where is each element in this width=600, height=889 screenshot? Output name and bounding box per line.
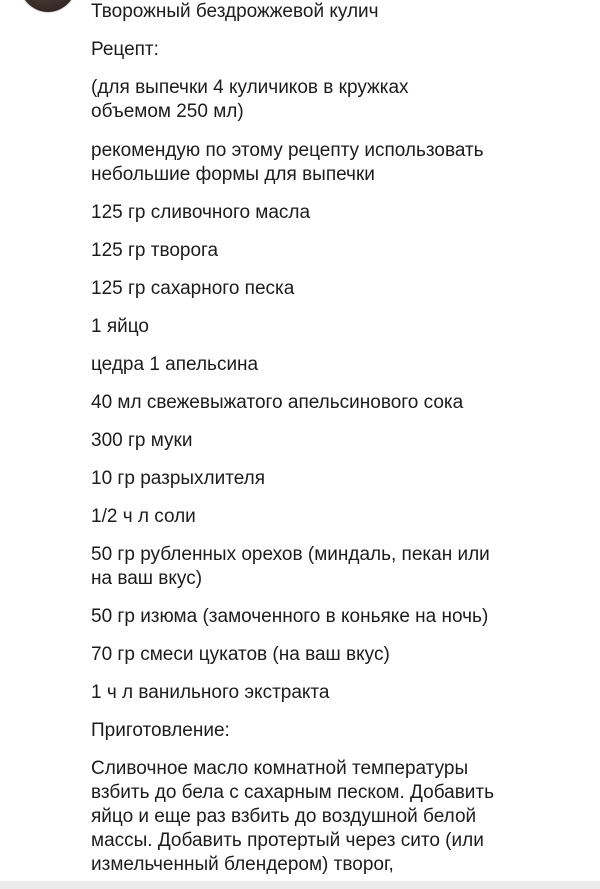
recommendation-line: рекомендую по этому рецепту использовать: [91, 140, 484, 161]
avatar[interactable]: [20, 0, 76, 12]
preparation-line: измельченный блендером) творог,: [91, 854, 394, 875]
recipe-label: Рецепт:: [91, 39, 159, 60]
ingredient-item: 125 гр творога: [91, 240, 219, 261]
ingredient-item: 40 мл свежевыжатого апельсинового сока: [91, 392, 464, 413]
ingredient-line: 50 гр рубленных орехов (миндаль, пекан или: [91, 544, 490, 565]
ingredient-item: 50 гр изюма (замоченного в коньяке на ночь): [91, 606, 489, 627]
ingredient-line: на ваш вкус): [91, 568, 203, 589]
portion-note-line: (для выпечки 4 куличиков в кружках: [91, 77, 409, 98]
preparation-line: Сливочное масло комнатной температуры: [91, 758, 469, 779]
ingredient-item: 125 гр сахарного песка: [91, 278, 295, 299]
recommendation-line: небольшие формы для выпечки: [91, 164, 375, 185]
ingredient-item: 1 ч л ванильного экстракта: [91, 682, 330, 703]
ingredient-item: 1 яйцо: [91, 316, 149, 337]
ingredient-item: [91, 543, 490, 591]
ingredient-item: 10 гр разрыхлителя: [91, 468, 266, 489]
preparation-line: яйцо и еще раз взбить до воздушной белой: [91, 806, 477, 827]
preparation-text: [91, 757, 494, 877]
post-title: Творожный бездрожжевой кулич: [91, 1, 379, 22]
ingredient-item: 125 гр сливочного масла: [91, 202, 311, 223]
ingredient-item: 1/2 ч л соли: [91, 506, 196, 527]
portion-note-line: объемом 250 мл): [91, 101, 244, 122]
preparation-line: взбить до бела с сахарным песком. Добавить: [91, 782, 495, 803]
bottom-bar: [0, 881, 600, 889]
recommendation: [91, 139, 484, 187]
portion-note: [91, 76, 409, 124]
ingredient-item: 300 гр муки: [91, 430, 193, 451]
preparation-line: массы. Добавить протертый через сито (или: [91, 830, 484, 851]
ingredient-item: 70 гр смеси цукатов (на ваш вкус): [91, 644, 390, 665]
preparation-label: Приготовление:: [91, 720, 230, 741]
ingredient-item: цедра 1 апельсина: [91, 354, 259, 375]
